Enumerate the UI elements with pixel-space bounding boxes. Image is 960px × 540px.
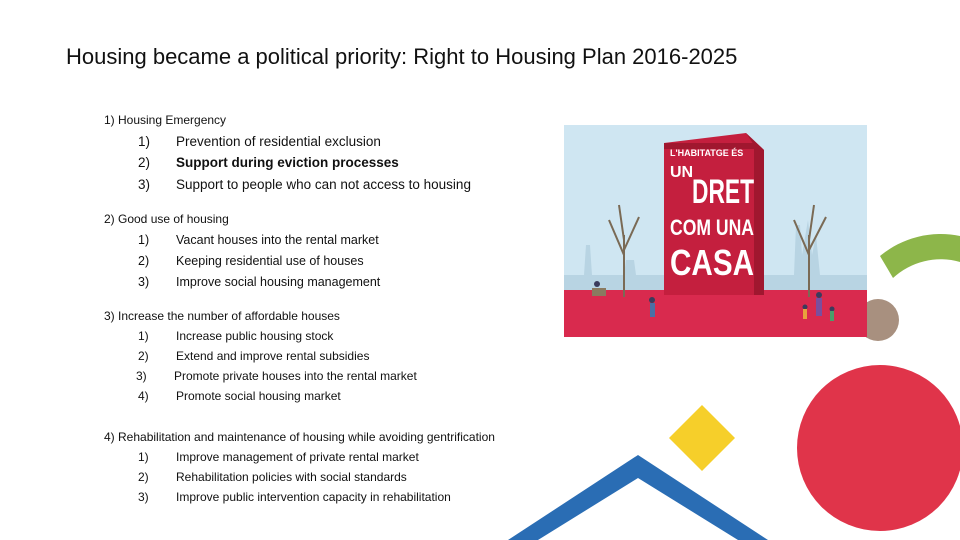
section-heading-good-use: 2) Good use of housing [104, 212, 229, 226]
poster-line5: CASA [670, 242, 754, 283]
poster-line3: DRET [692, 173, 755, 211]
section-heading-housing-emergency: 1) Housing Emergency [104, 113, 227, 127]
poster-line4: COM UNA [670, 215, 755, 240]
section-heading-affordable-houses: 3) Increase the number of affordable houses [104, 309, 340, 323]
section-heading-rehabilitation: 4) Rehabilitation and maintenance of housing while avoiding gentrification [104, 430, 495, 444]
poster-line2: UN [670, 164, 694, 181]
red-circle-shape [797, 365, 960, 531]
housing-poster-image [564, 125, 867, 337]
poster-line1: L'HABITATGE ÉS [670, 148, 744, 158]
green-arc-shape [880, 234, 960, 278]
yellow-diamond-shape [669, 405, 735, 471]
slide-title: Housing became a political priority: Right to Housing Plan 2016-2025 [66, 44, 738, 69]
blue-chevron-shape [508, 455, 768, 540]
